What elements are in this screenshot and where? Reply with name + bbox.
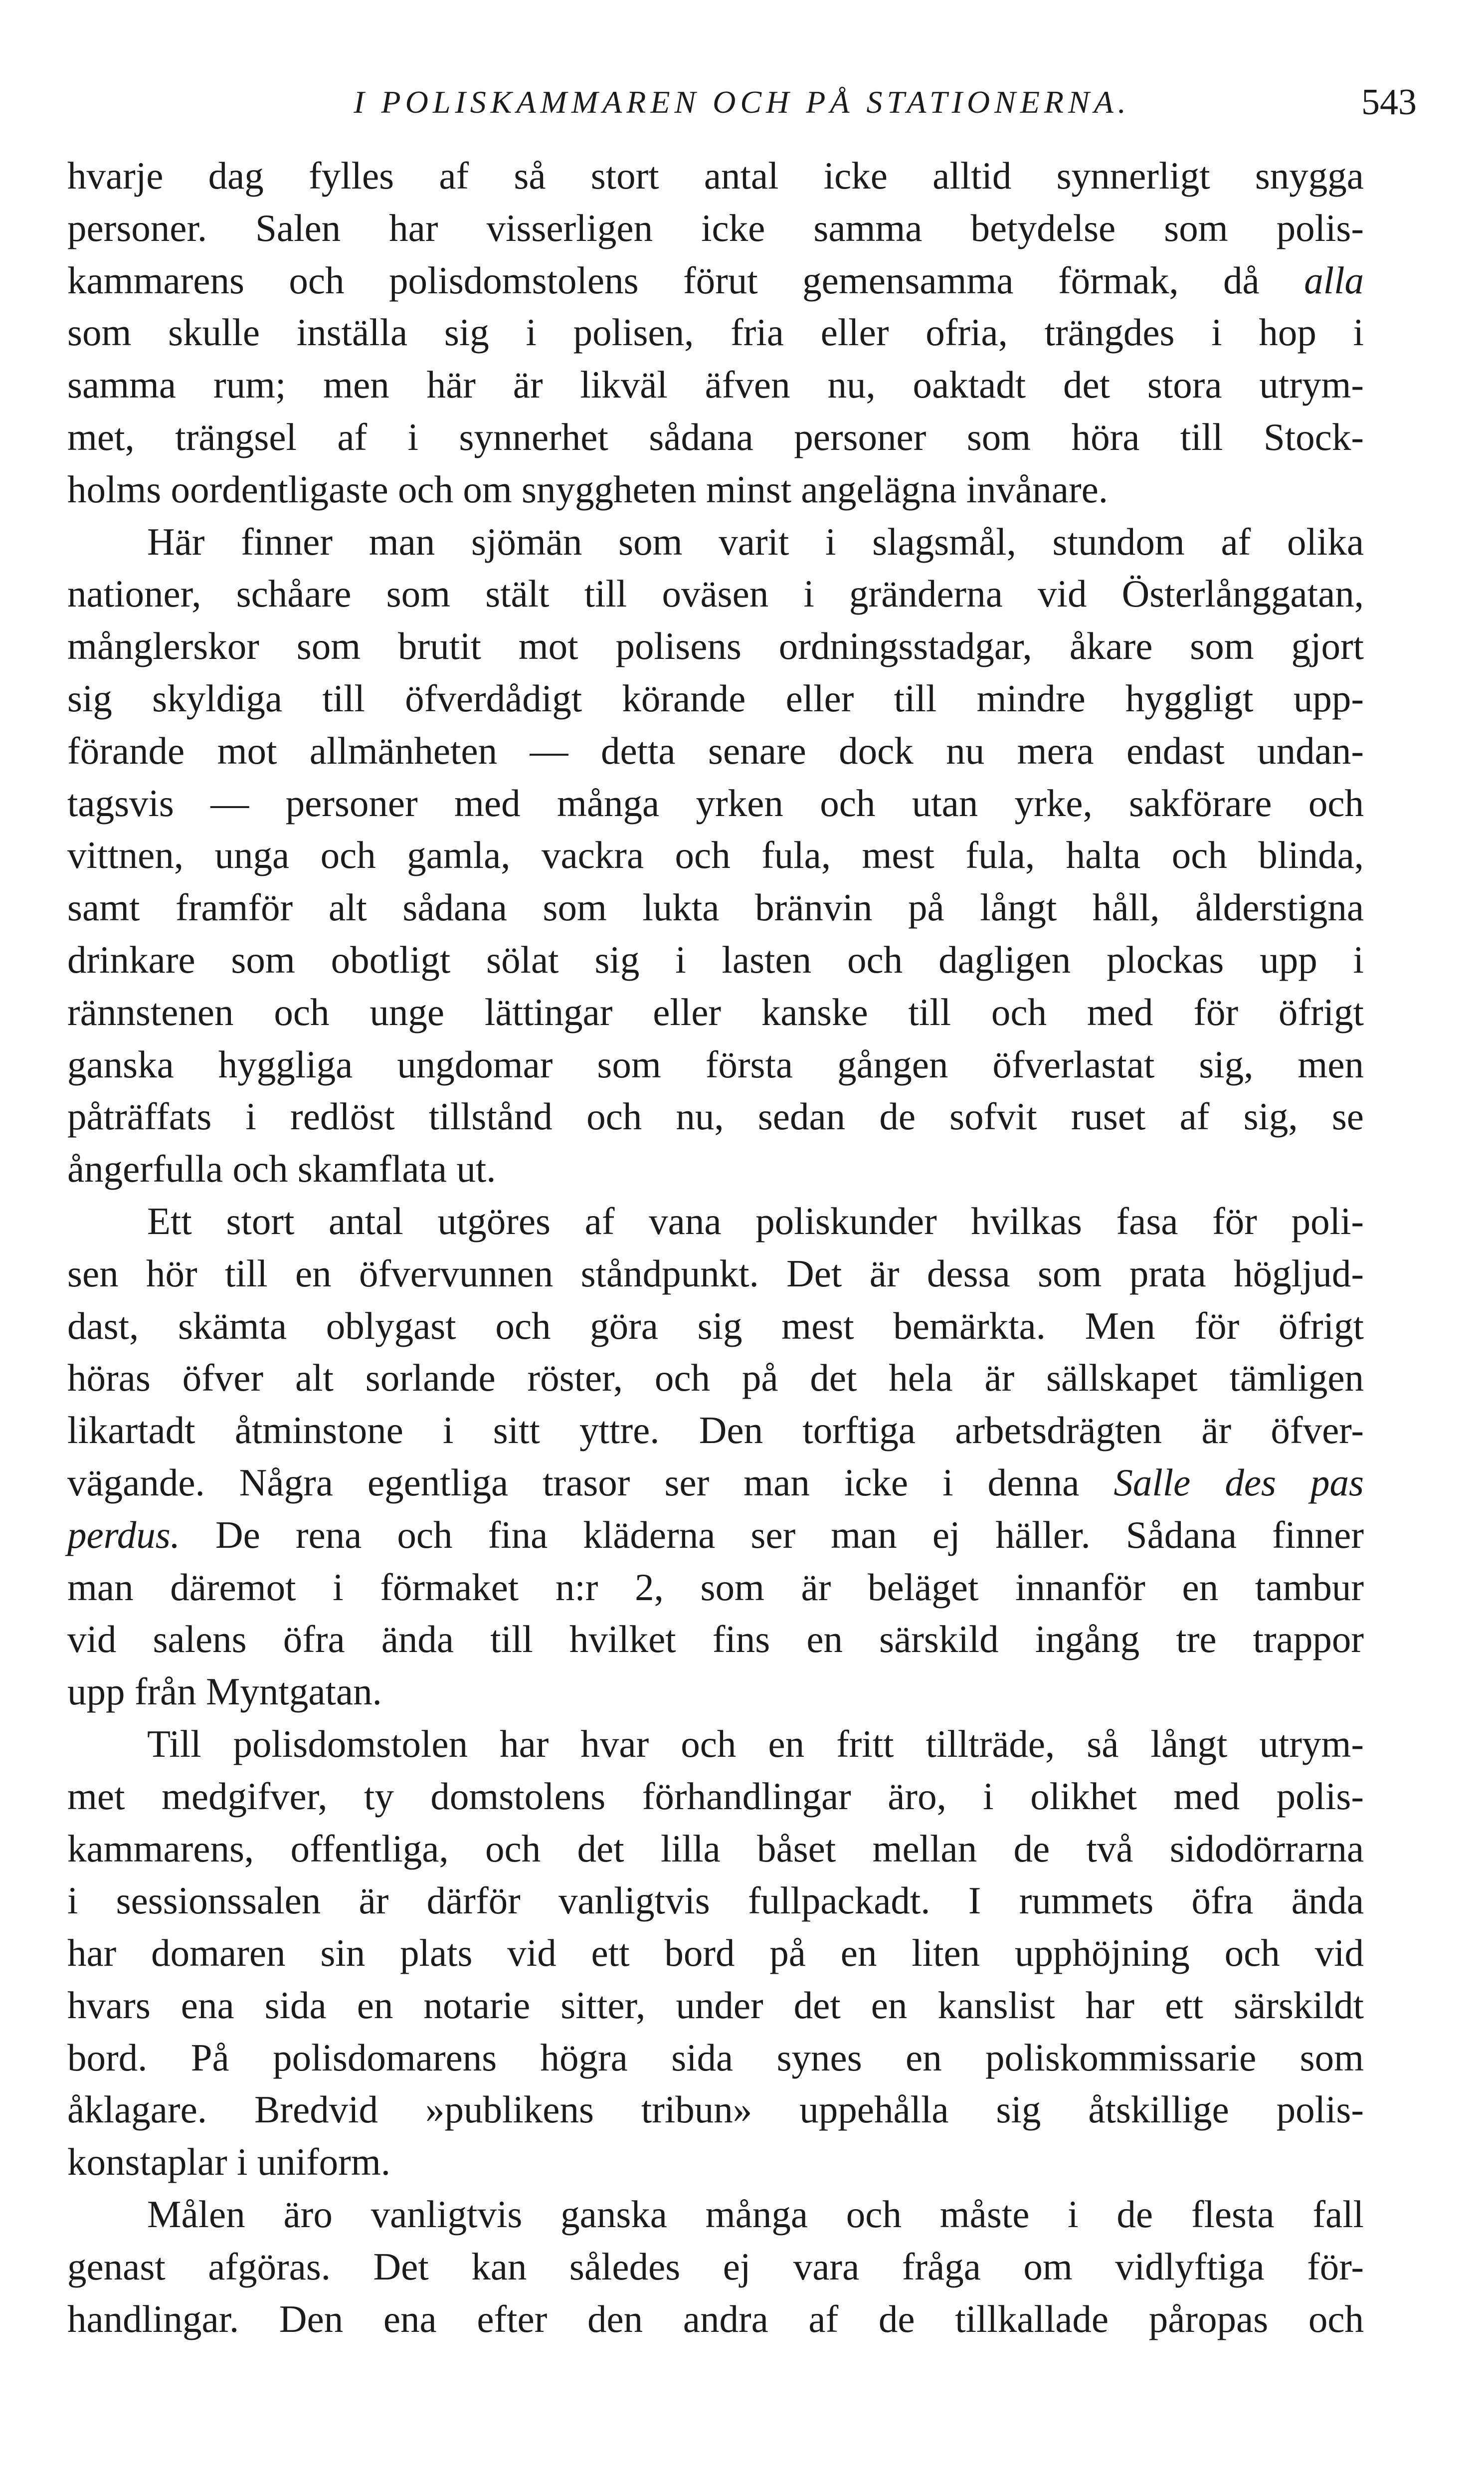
text-line [67, 829, 1364, 881]
text-segment: sen hör till en öfvervunnen ståndpunkt. Det är dessa som prata högljud- [67, 1251, 1364, 1295]
text-line [67, 2241, 1364, 2293]
text-line [67, 1404, 1364, 1456]
text-segment: sig skyldiga till öfverdådigt körande eller till mindre hyggligt upp- [67, 676, 1364, 720]
text-segment: förande mot allmänheten — detta senare dock nu mera endast undan- [67, 729, 1364, 772]
text-segment: Till polisdomstolen har hvar och en fritt tillträde, så långt utrym- [147, 1722, 1364, 1765]
italic-text: Salle des pas [1113, 1460, 1364, 1504]
text-segment: genast afgöras. Det kan således ej vara fråga om vidlyftiga för- [67, 2245, 1364, 2288]
text-line [67, 2083, 1364, 2136]
text-line [67, 777, 1364, 829]
text-line [67, 1927, 1364, 1979]
text-line [67, 1823, 1364, 1875]
text-segment: åklagare. Bredvid »publikens tribun» uppehålla sig åtskillige polis- [67, 2088, 1364, 2131]
text-line [67, 934, 1364, 986]
text-line [67, 2136, 1364, 2188]
text-segment: samma rum; men här är likväl äfven nu, oaktadt det stora utrym- [67, 363, 1364, 407]
text-segment: konstaplar i uniform. [67, 2140, 390, 2184]
text-line [67, 725, 1364, 777]
text-segment: Ett stort antal utgöres af vana poliskunder hvilkas fasa för poli- [147, 1199, 1364, 1242]
text-line [67, 2188, 1364, 2241]
text-segment: met medgifver, ty domstolens förhandlingar äro, i olikhet med polis- [67, 1774, 1364, 1818]
text-segment: påträffats i redlöst tillstånd och nu, sedan de sofvit ruset af sig, se [67, 1095, 1364, 1138]
text-segment: hvars ena sida en notarie sitter, under det en kanslist har ett särskildt [67, 1983, 1364, 2027]
text-line [67, 202, 1364, 254]
text-segment: bord. På polisdomarens högra sida synes en poliskommissarie som [67, 2036, 1364, 2079]
text-line [67, 150, 1364, 202]
text-line [67, 881, 1364, 934]
text-line [67, 1613, 1364, 1665]
text-segment: De rena och fina kläderna ser man ej häller. Sådana finner [180, 1513, 1364, 1556]
text-line [67, 463, 1364, 516]
text-line [67, 1143, 1364, 1195]
text-segment: ångerfulla och skamflata ut. [67, 1147, 496, 1191]
text-segment: samt framför alt sådana som lukta bränvin på långt håll, ålderstigna [67, 886, 1364, 929]
text-segment: nationer, schåare som stält till oväsen i gränderna vid Österlånggatan, [67, 572, 1364, 616]
text-line [67, 306, 1364, 359]
text-segment: rännstenen och unge lättingar eller kanske till och med för öfrigt [67, 990, 1364, 1034]
page-number: 543 [1361, 82, 1417, 123]
text-segment: man däremot i förmaket n:r 2, som är beläget innanför en tambur [67, 1565, 1364, 1609]
italic-text: perdus. [67, 1513, 180, 1556]
text-line [67, 411, 1364, 463]
text-line [67, 986, 1364, 1038]
text-line [67, 1300, 1364, 1352]
text-line [67, 1090, 1364, 1143]
text-line [67, 1509, 1364, 1561]
text-segment: handlingar. Den ena efter den andra af de tillkallade påropas och [67, 2297, 1364, 2340]
text-segment: personer. Salen har visserligen icke samma betydelse som polis- [67, 206, 1364, 249]
italic-text: alla [1304, 258, 1364, 302]
text-segment: ganska hyggliga ungdomar som första gången öfverlastat sig, men [67, 1042, 1364, 1086]
text-segment: Här finner man sjömän som varit i slagsmål, stundom af olika [147, 520, 1364, 563]
text-segment: höras öfver alt sorlande röster, och på det hela är sällskapet tämligen [67, 1356, 1364, 1400]
text-segment: vid salens öfra ända till hvilket fins en särskild ingång tre trappor [67, 1618, 1364, 1661]
text-segment: Målen äro vanligtvis ganska många och måste i de flesta fall [147, 2193, 1364, 2236]
text-line [67, 1247, 1364, 1300]
running-head [67, 75, 1417, 130]
text-segment: upp från Myntgatan. [67, 1670, 382, 1713]
text-segment: holms oordentligaste och om snyggheten minst angelägna invånare. [67, 467, 1109, 511]
text-line [67, 568, 1364, 620]
body-text [67, 150, 1364, 2345]
text-line [67, 1979, 1364, 2032]
text-line [67, 516, 1364, 568]
text-line [67, 1561, 1364, 1614]
running-title: I POLISKAMMAREN OCH PÅ STATIONERNA. [354, 84, 1130, 120]
text-line [67, 254, 1364, 307]
text-line [67, 2293, 1364, 2345]
text-segment: kammarens, offentliga, och det lilla båset mellan de två sidodörrarna [67, 1827, 1364, 1870]
text-line [67, 1718, 1364, 1770]
text-line [67, 1038, 1364, 1091]
text-line [67, 1195, 1364, 1247]
text-segment: vägande. Några egentliga trasor ser man icke i denna [67, 1460, 1114, 1504]
text-line [67, 1352, 1364, 1404]
text-segment: vittnen, unga och gamla, vackra och fula, mest fula, halta och blinda, [67, 833, 1364, 877]
text-segment: drinkare som obotligt sölat sig i lasten och dagligen plockas upp i [67, 938, 1364, 981]
text-line [67, 1456, 1364, 1509]
text-segment: kammarens och polisdomstolens förut gemensamma förmak, då [67, 258, 1304, 302]
text-segment: månglerskor som brutit mot polisens ordningsstadgar, åkare som gjort [67, 624, 1364, 668]
text-line [67, 1665, 1364, 1718]
text-segment: i sessionssalen är därför vanligtvis fullpackadt. I rummets öfra ända [67, 1879, 1364, 1922]
text-segment: tagsvis — personer med många yrken och utan yrke, sakförare och [67, 781, 1364, 825]
text-segment: hvarje dag fylles af så stort antal icke alltid synnerligt snygga [67, 154, 1364, 197]
text-line [67, 672, 1364, 725]
text-segment: som skulle inställa sig i polisen, fria eller ofria, trängdes i hop i [67, 311, 1364, 354]
text-segment: dast, skämta oblygast och göra sig mest bemärkta. Men för öfrigt [67, 1304, 1364, 1347]
text-segment: met, trängsel af i synnerhet sådana personer som höra till Stock- [67, 415, 1364, 458]
text-line [67, 620, 1364, 672]
text-segment: har domaren sin plats vid ett bord på en liten upphöjning och vid [67, 1931, 1364, 1975]
text-line [67, 2032, 1364, 2084]
text-line [67, 1770, 1364, 1823]
text-line [67, 1874, 1364, 1927]
text-segment: likartadt åtminstone i sitt yttre. Den torftiga arbetsdrägten är öfver- [67, 1409, 1364, 1452]
text-line [67, 359, 1364, 411]
